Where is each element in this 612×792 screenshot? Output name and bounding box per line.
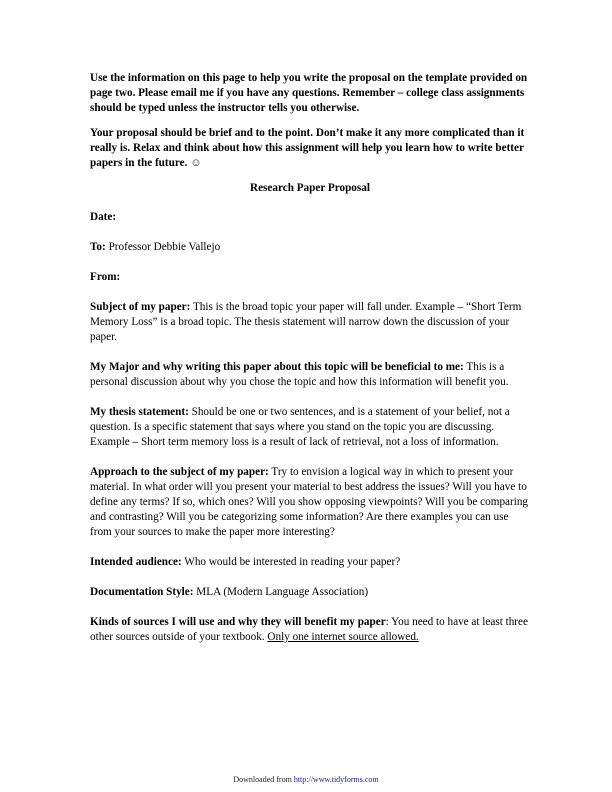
approach-label: Approach to the subject of my paper: [90,466,269,478]
subject-text: This is the broad topic your paper will fall under. Example – “Short Term Memory Loss” is a broad topic. The thesis statement will narrow down the discussion of your paper. [90,301,522,343]
field-audience [90,555,530,570]
intro-text-1: Use the information on this page to help you write the proposal on the template provided on page two. Please email me if you have any questions. Remember – college class assignments should be typed unless the instructor tells you otherwise. [90,72,528,114]
thesis-text: Should be one or two sentences, and is a statement of your belief, not a question. Is a specific statement that says where you stand on the topic you are discussing. Example – Short term memory loss is a result of lack of retrieval, not a loss of information. [90,406,510,448]
field-date [90,210,530,225]
date-label: Date: [90,211,117,223]
sources-text: : You need to have at least three other sources outside of your textbook. [90,616,528,643]
intro-text-2: Your proposal should be brief and to the point. Don’t make it any more complicated than it really is. Relax and think about how this assignment will help you learn how to write better papers in the future. [90,127,525,169]
approach-text: Try to envision a logical way in which to present your material. In what order will you present your material to best address the issues? Will you have to define any terms? If so, which ones? Will you show opposing viewpoints? Will you be comparing and contrasting? Will you be categorizing some information? Are there examples you can use from your sources to make the paper more interesting? [90,466,529,538]
major-text: This is a personal discussion about why you chose the topic and how this information will benefit you. [90,361,509,388]
footer-prefix: Downloaded from [233,775,294,784]
field-subject [90,300,530,345]
footer-link[interactable]: http://www.tidyforms.com [293,775,379,784]
footer [0,775,612,784]
to-value: Professor Debbie Vallejo [105,241,221,253]
sources-underlined-note: Only one internet source allowed. [267,631,419,643]
documentation-label: Documentation Style: [90,586,194,598]
field-approach [90,465,530,540]
field-documentation [90,585,530,600]
field-thesis [90,405,530,450]
to-label: To: [90,241,106,253]
major-label: My Major and why writing this paper about this topic will be beneficial to me: [90,361,464,373]
documentation-text: MLA (Modern Language Association) [193,586,369,598]
intro-paragraph-2 [90,126,530,171]
field-sources [90,615,530,645]
audience-label: Intended audience: [90,556,182,568]
document-body [90,71,530,660]
field-from [90,270,530,285]
document-title: Research Paper Proposal [250,182,370,194]
audience-text: Who would be interested in reading your paper? [181,556,401,568]
sources-label: Kinds of sources I will use and why they will benefit my paper [90,616,386,628]
field-major [90,360,530,390]
from-label: From: [90,271,121,283]
intro-paragraph-1 [90,71,530,116]
subject-label: Subject of my paper: [90,301,191,313]
thesis-label: My thesis statement: [90,406,189,418]
smiley-icon: ☺ [190,157,202,169]
field-to [90,240,530,255]
